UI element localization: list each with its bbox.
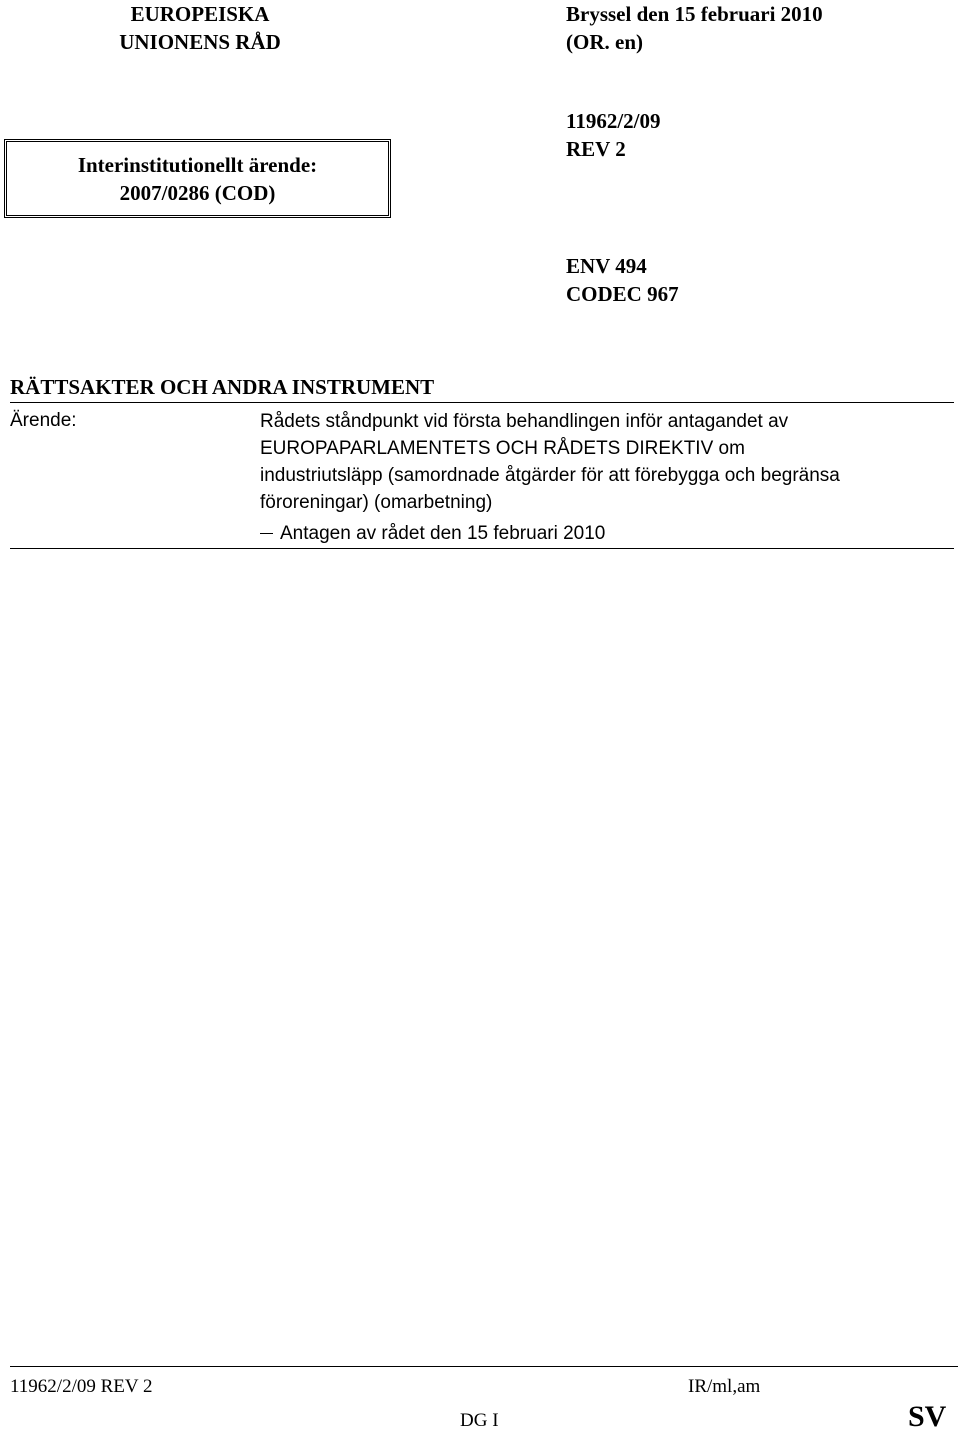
- subject-text: [260, 408, 954, 516]
- footer-initials: IR/ml,am: [688, 1376, 761, 1397]
- top-divider: [10, 402, 954, 403]
- subject-line-3: industriutsläpp (samordnade åtgärder för att förebygga och begränsa: [260, 465, 840, 486]
- section-title: RÄTTSAKTER OCH ANDRA INSTRUMENT: [10, 375, 435, 399]
- council-name-line1: EUROPEISKA: [130, 2, 270, 26]
- subject-line-4: föroreningar) (omarbetning): [260, 492, 493, 513]
- adoption-text: Antagen av rådet den 15 februari 2010: [280, 523, 606, 544]
- subject-line-1: Rådets ståndpunkt vid första behandlingen inför antagandet av: [260, 411, 789, 432]
- subject-line-2: EUROPAPARLAMENTETS OCH RÅDETS DIREKTIV om: [260, 438, 745, 459]
- reference-revision: REV 2: [566, 137, 626, 161]
- footer-divider: [10, 1366, 958, 1367]
- footer-directorate: DG I: [460, 1410, 499, 1431]
- bottom-divider: [10, 548, 954, 549]
- reference-block: [566, 107, 661, 163]
- code-env: ENV 494: [566, 254, 647, 278]
- reference-number: 11962/2/09: [566, 109, 661, 133]
- council-name: [0, 0, 400, 56]
- document-date: Bryssel den 15 februari 2010: [566, 2, 823, 26]
- footer-reference: 11962/2/09 REV 2: [10, 1376, 153, 1397]
- date-block: [566, 0, 823, 56]
- codes-block: [566, 252, 679, 308]
- subject-label: Ärende:: [10, 410, 77, 431]
- footer-language: SV: [908, 1400, 947, 1433]
- dash-icon: [260, 533, 273, 534]
- adoption-line: [260, 520, 605, 547]
- interinstitutional-box: [4, 139, 391, 218]
- interinstitutional-label: Interinstitutionellt ärende:: [77, 152, 318, 177]
- interinstitutional-number: 2007/0286 (COD): [119, 180, 276, 205]
- code-codec: CODEC 967: [566, 282, 679, 306]
- council-name-line2: UNIONENS RÅD: [119, 30, 281, 54]
- original-language: (OR. en): [566, 30, 643, 54]
